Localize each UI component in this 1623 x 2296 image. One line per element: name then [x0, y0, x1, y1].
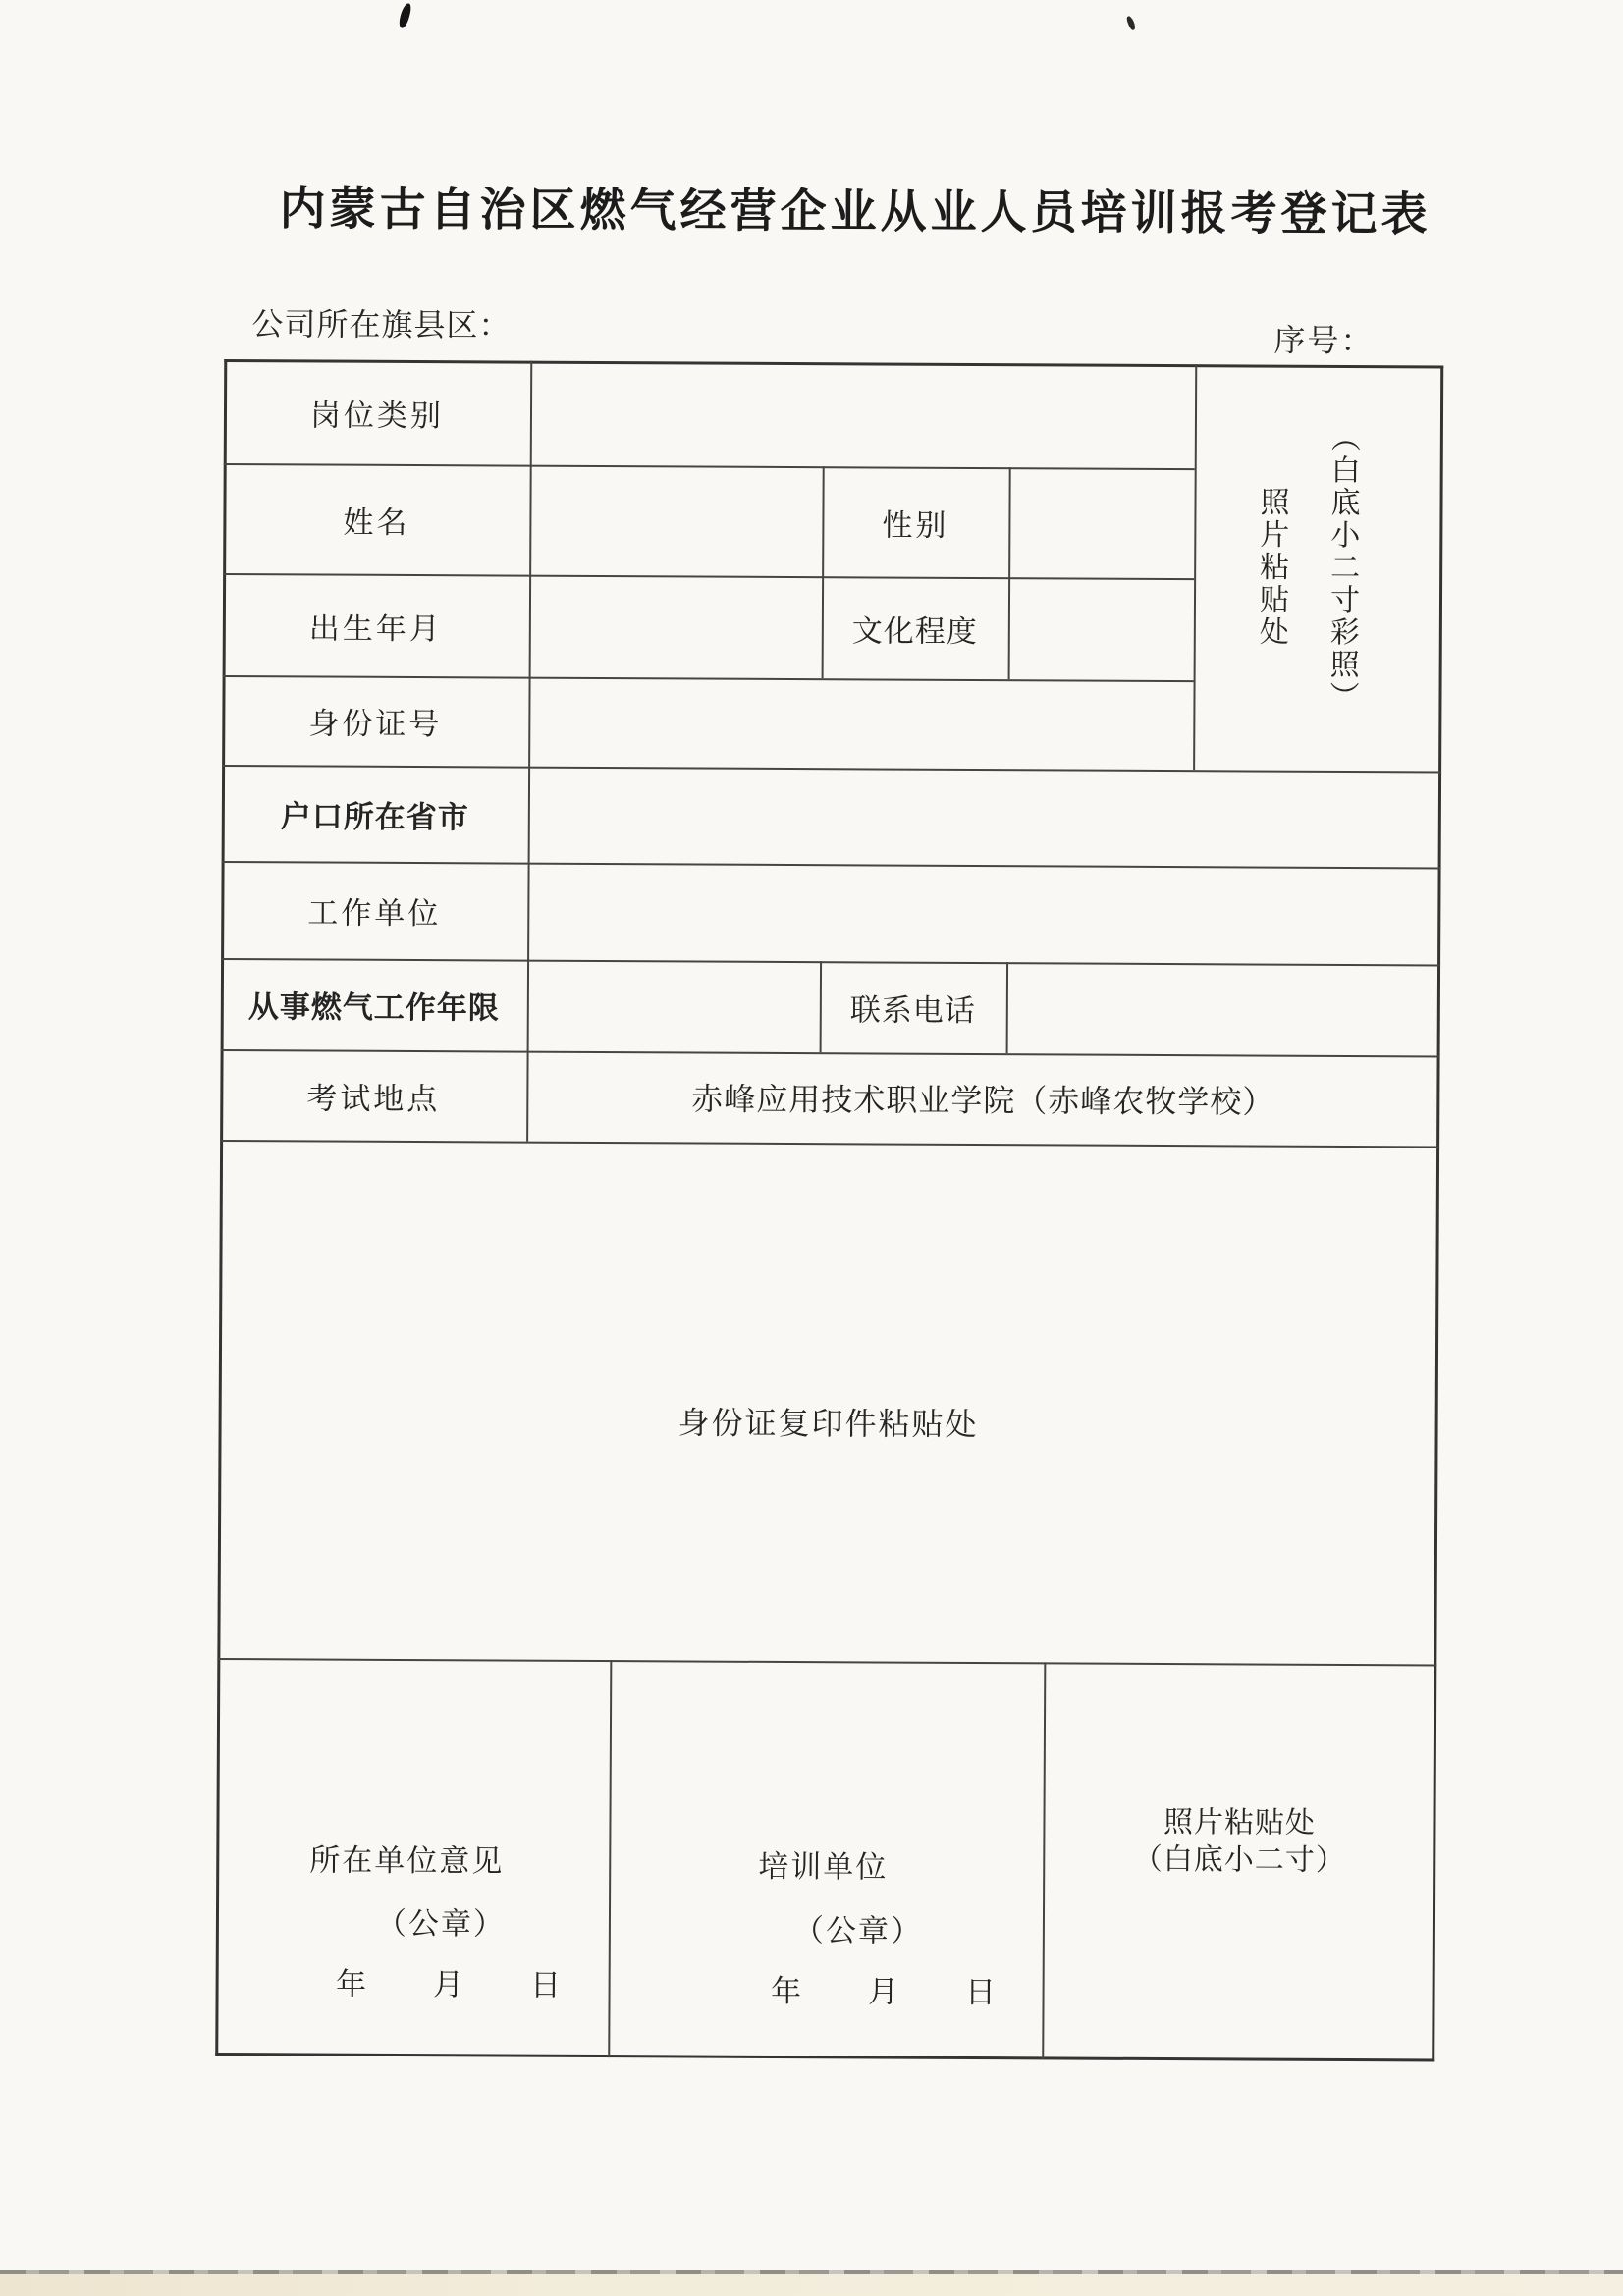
- footer-photo-paste-cell: [1042, 1662, 1436, 2061]
- label-text: 文化程度: [851, 613, 978, 649]
- label-text: 联系电话: [849, 992, 976, 1029]
- page-title: 内蒙古自治区燃气经营企业从业人员培训报考登记表: [279, 184, 1432, 241]
- company-location-label: 公司所在旗县区：: [251, 306, 512, 344]
- official-seal-label: （公章）: [792, 1913, 923, 1949]
- official-seal-label: （公章）: [375, 1905, 507, 1942]
- label-text: 从事燃气工作年限: [247, 989, 500, 1026]
- label-exam-location: [220, 1049, 526, 1142]
- id-copy-paste-cell: [217, 1140, 1439, 1664]
- photo-paste-cell: [1209, 364, 1378, 771]
- label-text: 工作单位: [307, 895, 442, 932]
- date-line: 年 月 日: [336, 1966, 564, 2002]
- unit-opinion-title: 所在单位意见: [309, 1842, 505, 1879]
- label-text: 身份证号: [308, 706, 443, 742]
- label-text: 岗位类别: [309, 397, 445, 433]
- photo-paste-note: （白底小二寸彩照）: [1325, 421, 1359, 715]
- input-cell-name: [529, 465, 823, 577]
- footer-photo-paste-note: （白底小二寸）: [1132, 1842, 1346, 1877]
- input-cell-household-province: [528, 767, 1442, 868]
- label-text: 户口所在省市: [280, 798, 469, 834]
- exam-location-value-cell: [526, 1051, 1439, 1147]
- input-cell-gender: [1008, 467, 1195, 578]
- serial-number-label: 序号：: [1273, 322, 1375, 359]
- footer-photo-paste-text: [1043, 1803, 1435, 1880]
- label-id-number: [222, 675, 528, 767]
- input-cell-work-unit: [527, 863, 1441, 965]
- input-cell-contact-phone: [1006, 962, 1440, 1055]
- label-name: [223, 463, 530, 575]
- label-contact-phone: [820, 961, 1006, 1053]
- label-text: 性别: [882, 507, 949, 543]
- photo-paste-label: 照片粘贴处: [1254, 486, 1288, 649]
- registration-table: [215, 359, 1443, 2061]
- footer-photo-paste-label: 照片粘贴处: [1163, 1806, 1317, 1840]
- label-work-unit: [221, 861, 528, 960]
- label-text: 出生年月: [308, 610, 443, 646]
- scanner-edge-band: [0, 2274, 1623, 2296]
- scanner-edge-line: [0, 2270, 1623, 2274]
- input-cell-education-level: [1008, 577, 1195, 680]
- label-gas-work-years: [221, 958, 527, 1051]
- label-household-province: [222, 765, 529, 863]
- label-gender: [822, 466, 1009, 577]
- date-line: 年 月 日: [770, 1973, 999, 2010]
- input-cell-birth-date: [529, 575, 823, 679]
- label-text: 姓名: [343, 505, 410, 540]
- exam-location-value: 赤峰应用技术职业学院（赤峰农牧学校）: [691, 1081, 1275, 1120]
- input-cell-gas-work-years: [527, 960, 820, 1053]
- input-cell-id-number: [528, 677, 1193, 771]
- id-copy-paste-label: 身份证复印件粘贴处: [677, 1405, 979, 1443]
- training-unit-cell: [608, 1660, 1044, 2059]
- unit-opinion-cell: [215, 1658, 610, 2057]
- label-education-level: [822, 576, 1009, 679]
- input-cell-position-category: [530, 361, 1196, 469]
- label-birth-date: [223, 573, 530, 677]
- label-text: 考试地点: [306, 1080, 441, 1116]
- label-position-category: [224, 359, 531, 465]
- training-unit-title: 培训单位: [758, 1848, 889, 1885]
